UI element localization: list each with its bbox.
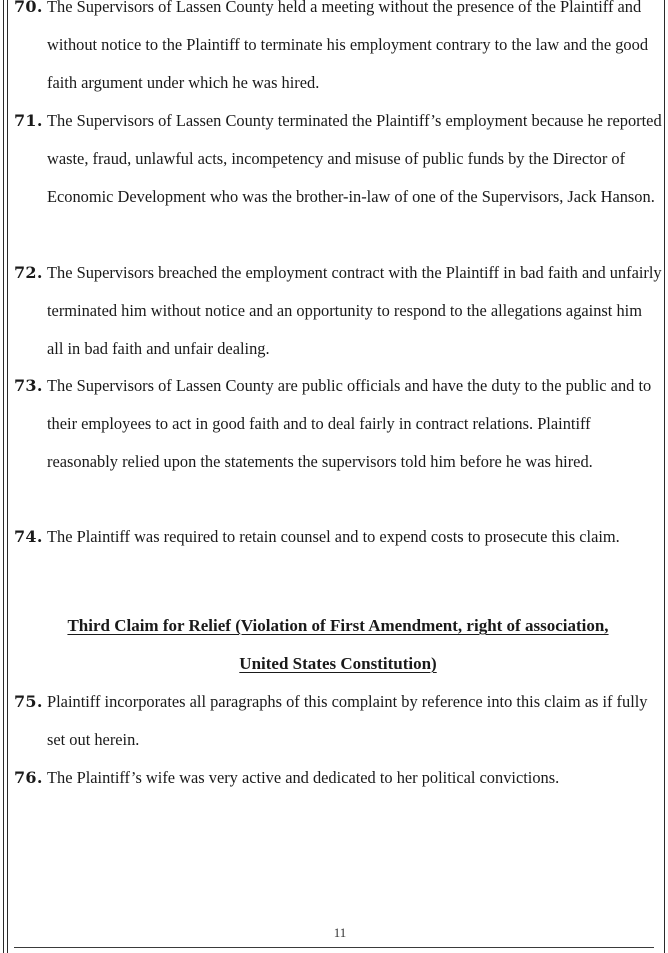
- paragraph-number: 75.: [14, 692, 43, 711]
- paragraph-number: 76.: [14, 768, 43, 787]
- paragraph-text: The Plaintiff’s wife was very active and dedicated to her political convictions.: [47, 768, 560, 787]
- claim-heading-line-1: Third Claim for Relief (Violation of First Amendment, right of association,: [67, 616, 609, 635]
- left-margin-rule-outer: [3, 0, 4, 953]
- paragraph-number: 73.: [14, 376, 43, 395]
- paragraph-71: [14, 102, 662, 216]
- paragraph-76: [14, 759, 662, 797]
- paragraph-text: The Supervisors breached the employment contract with the Plaintiff in bad faith and unfairly terminated him without notice and an opportunity to respond to the allegations against him all in bad faith and unfair dealing.: [47, 263, 662, 358]
- paragraph-text: The Plaintiff was required to retain counsel and to expend costs to prosecute this claim.: [47, 527, 620, 546]
- paragraph-70: [14, 0, 662, 102]
- paragraph-text: The Supervisors of Lassen County held a meeting without the presence of the Plaintiff and without notice to the Plaintiff to terminate his employment contrary to the law and the good faith argument under which he was hired.: [47, 0, 649, 92]
- right-margin-rule: [664, 0, 665, 953]
- page-number: 11: [333, 925, 347, 940]
- paragraph-74: [14, 518, 662, 556]
- paragraph-text: The Supervisors of Lassen County terminated the Plaintiff’s employment because he reported waste, fraud, unlawful acts, incompetency and misuse of public funds by the Director of Economic Development who was the brother-in-law of one of the Supervisors, Jack Hanson.: [47, 111, 662, 206]
- paragraph-number: 71.: [14, 111, 43, 130]
- paragraph-72: [14, 254, 662, 368]
- paragraph-number: 70.: [14, 0, 43, 16]
- paragraph-number: 72.: [14, 263, 43, 282]
- paragraph-73: [14, 367, 662, 481]
- claim-heading-line-2: United States Constitution): [239, 654, 437, 673]
- paragraph-number: 74.: [14, 527, 43, 546]
- left-margin-rule-inner: [7, 0, 8, 953]
- bottom-rule: [14, 947, 654, 948]
- paragraph-text: The Supervisors of Lassen County are public officials and have the duty to the public and to their employees to act in good faith and to deal fairly in contract relations. Plaintiff reasonably relied upon the statements the supervisors told him before he was hired.: [47, 376, 652, 471]
- paragraph-75: [14, 683, 662, 759]
- paragraph-text: Plaintiff incorporates all paragraphs of this complaint by reference into this claim as if fully set out herein.: [47, 692, 648, 749]
